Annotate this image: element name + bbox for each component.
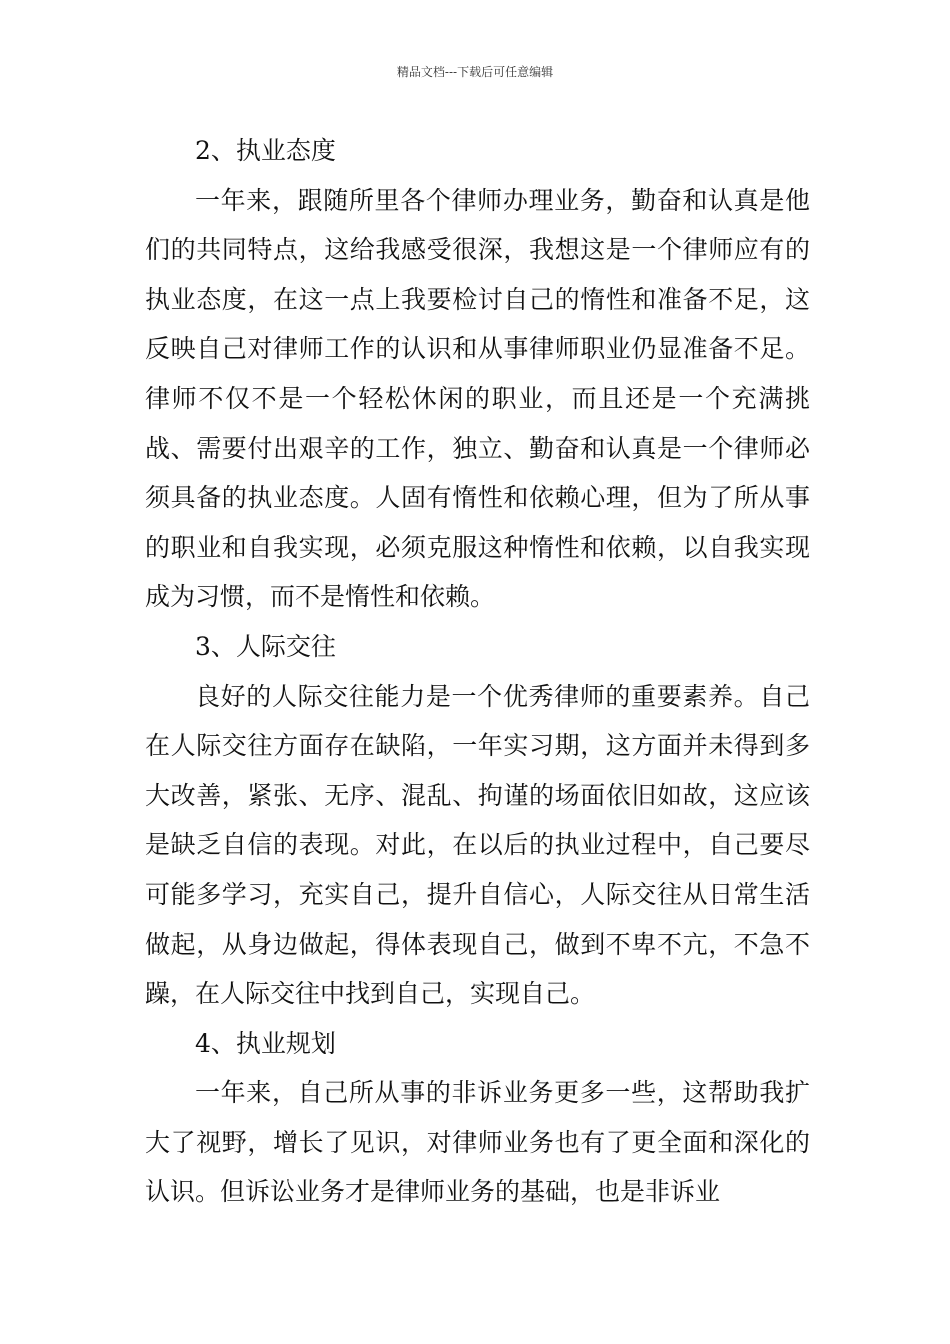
section-heading-planning: 4、执业规划 [195,1028,336,1058]
document-body [145,126,810,1217]
section-paragraph-planning: 一年来，自己所从事的非诉业务更多一些，这帮助我扩大了视野，增长了见识，对律师业务也有了更全面和深化的认识。但诉讼业务才是律师业务的基础，也是非诉业 [145,1078,810,1207]
section-heading-attitude: 2、执业态度 [195,136,336,165]
section-paragraph-interpersonal: 良好的人际交往能力是一个优秀律师的重要素养。自己在人际交往方面存在缺陷，一年实习期，这方面并未得到多大改善，紧张、无序、混乱、拘谨的场面依旧如故，这应该是缺乏自信的表现。对此，在以后的执业过程中，自己要尽可能多学习，充实自己，提升自信心，人际交往从日常生活做起，从身边做起，得体表现自己，做到不卑不亢，不急不躁，在人际交往中找到自己，实现自己。 [145,681,810,1009]
section-paragraph-attitude: 一年来，跟随所里各个律师办理业务，勤奋和认真是他们的共同特点，这给我感受很深，我想这是一个律师应有的执业态度，在这一点上我要检讨自己的惰性和准备不足，这反映自己对律师工作的认识和从事律师职业仍显准备不足。律师不仅不是一个轻松休闲的职业，而且还是一个充满挑战、需要付出艰辛的工作，独立、勤奋和认真是一个律师必须具备的执业态度。人固有惰性和依赖心理，但为了所从事的职业和自我实现，必须克服这种惰性和依赖，以自我实现成为习惯，而不是惰性和依赖。 [145,185,810,612]
section-heading-interpersonal: 3、人际交往 [195,631,336,661]
page-header: 精品文档---下载后可任意编辑 [396,65,554,79]
